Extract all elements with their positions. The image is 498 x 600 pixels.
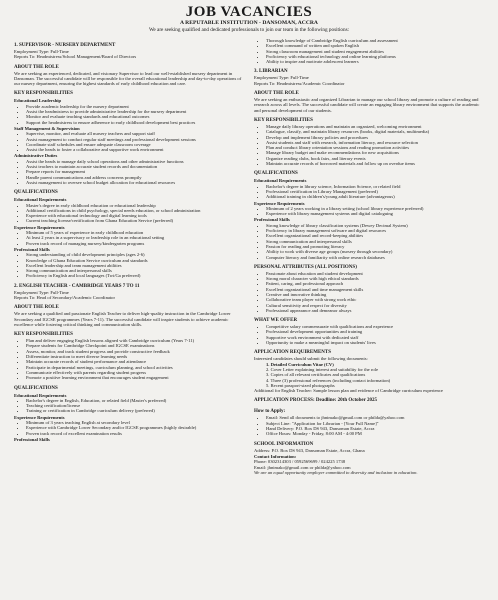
job3-prof-heading: Professional Skills: [254, 217, 290, 223]
list-item: • Thorough knowledge of Cambridge English curriculum and assessment: [266, 38, 484, 43]
list-item: • Ability to work with diverse age groups (nursery through secondary): [266, 249, 484, 254]
how-to-apply-heading: How to Apply:: [254, 409, 286, 415]
job3-title: 3. LIBRARIAN: [254, 69, 288, 75]
job3-reports: Reports To: Headmistress/Academic Coordinator: [254, 80, 345, 86]
list-item: • Assist management to oversee school budget allocation for educational resources: [26, 180, 244, 185]
job1-admin-heading: Administrative Duties: [14, 153, 58, 159]
job2-type: Employment Type: Full-Time: [14, 289, 69, 295]
list-item: • Competitive salary commensurate with qualifications and experience: [266, 324, 484, 329]
job3-prof-list: [254, 223, 484, 260]
list-item: 5. Recent passport-sized photographs: [266, 382, 335, 388]
job3-about-heading: ABOUT THE ROLE: [254, 91, 299, 97]
intro-text: We are seeking qualified and dedicated professionals to join our team in the following positions:: [148, 27, 350, 33]
job1-staff-heading: Staff Management & Supervision: [14, 125, 80, 131]
job2-edreq-heading: Educational Requirements: [14, 392, 67, 398]
list-item: • Proven track record of excellent examination results: [26, 431, 244, 436]
job2-edreq-list: [14, 398, 244, 414]
equal-opportunity-note: We are an equal opportunity employer committed to diversity and inclusion in education.: [254, 469, 418, 475]
job1-edreq-heading: Educational Requirements: [14, 197, 67, 203]
list-item: • Teaching certification/license: [26, 403, 244, 408]
offer-heading: WHAT WE OFFER: [254, 318, 298, 324]
list-item: • Plan and deliver engaging English lessons aligned with Cambridge curriculum (Years 7-11): [26, 338, 244, 343]
list-item: • Bachelor's degree in English, Education, or related field (Master's preferred): [26, 398, 244, 403]
job1-resp-heading: KEY RESPONSIBILITIES: [14, 91, 73, 97]
list-item: • Bachelor's degree in library science, Information Science, or related field: [266, 184, 484, 189]
list-item: • Assist the heads to manage daily school operations and other administrative functions: [26, 159, 244, 164]
list-item: • Additional certifications in child psychology, special needs education, or school administration: [26, 208, 244, 213]
school-email: Email: jhnimako@gmail.com or philda@yahoo.com: [254, 464, 351, 470]
list-item: • Plan and conduct library orientation sessions and reading promotion activities: [266, 145, 484, 150]
job2-resp-list: [14, 338, 244, 380]
list-item: • Ability to inspire and motivate adolescent learners: [266, 59, 484, 64]
list-item: • Cultural sensitivity and respect for diversity: [266, 303, 484, 308]
job3-edreq-heading: Educational Requirements: [254, 178, 307, 184]
offer-list: [254, 324, 484, 345]
list-item: • Handle parent communications and address concerns promptly: [26, 175, 244, 180]
list-item: • Maintain accurate records of borrowed materials and follow up on overdue items: [266, 161, 484, 166]
job2-resp-heading: KEY RESPONSIBILITIES: [14, 332, 73, 338]
list-item: • Prepare reports for management: [26, 169, 244, 174]
list-item: • At least 2 years in a supervisory or leadership role in an educational setting: [26, 235, 244, 240]
list-item: • Passionate about education and student development: [266, 271, 484, 276]
job3-resp-heading: KEY RESPONSIBILITIES: [254, 117, 313, 123]
list-item: • Email: Send all documents to jhnimako@gmail.com or philda@yahoo.com: [266, 415, 484, 420]
job1-type: Employment Type: Full-Time: [14, 49, 69, 54]
deadline: APPLICATION PROCESS: Deadline: 20th October 2025: [254, 398, 378, 404]
application-intro: Interested candidates should submit the following documents:: [254, 356, 368, 362]
job1-edu-list: [14, 104, 244, 125]
list-item: • Excellent organizational and record-keeping abilities: [266, 233, 484, 238]
list-item: • Differentiate instruction to meet diverse learning needs: [26, 354, 244, 359]
application-list: [254, 362, 484, 388]
list-item: • Training or certification in Cambridge curriculum delivery (preferred): [26, 408, 244, 413]
list-item: • Subject Line: "Application for Librarian - [Your Full Name]": [266, 421, 484, 426]
list-item: • Assist management to conduct regular staff meetings and professional development sessions: [26, 137, 244, 142]
list-item: • Minimum of 2 years working in a library setting (school library experience preferred): [266, 206, 484, 211]
right-column: [254, 38, 484, 475]
list-item: • Strong knowledge of library classification systems (Dewey Decimal System): [266, 223, 484, 228]
list-item: • Knowledge of Ghana Education Service curriculum and standards: [26, 258, 244, 263]
list-item: • Hand Delivery: P.O. Box DS 943, Dansoman Estate, Accra: [266, 426, 484, 431]
list-item: • Maintain accurate records of student performance and attendance: [26, 359, 244, 364]
list-item: • Provide academic leadership for the nursery department: [26, 104, 244, 109]
job1-prof-list: [14, 252, 244, 278]
columns: [14, 38, 484, 475]
list-item: • Additional training in children's/young adult literature (advantageous): [266, 194, 484, 199]
job2-exp-list: [14, 420, 244, 436]
job1-title: 1. SUPERVISOR - NURSERY DEPARTMENT: [14, 43, 116, 48]
job1-about-heading: ABOUT THE ROLE: [14, 64, 59, 70]
list-item: 1. Detailed Curriculum Vitae (CV): [266, 361, 334, 367]
list-item: • Communicate effectively with parents regarding student progress: [26, 370, 244, 375]
list-item: • Proficiency in English and local languages (Twi/Ga preferred): [26, 273, 244, 278]
job2-exp-heading: Experience Requirements: [14, 414, 65, 420]
list-item: • Strong moral character with high ethical standards: [266, 276, 484, 281]
job1-staff-list: [14, 131, 244, 152]
list-item: 4. Three (3) professional references (including contact information): [266, 377, 391, 383]
list-item: • Patient, caring, and professional approach: [266, 281, 484, 286]
list-item: • Experience with educational technology and digital learning tools: [26, 213, 244, 218]
job3-type: Employment Type: Full-Time: [254, 75, 309, 81]
contact-heading: Contact Information:: [254, 453, 297, 459]
job2-reports: Reports To: Head of Secondary/Academic Coordinator: [14, 294, 116, 300]
list-item: • Experience with library management systems and digital cataloguing: [266, 211, 484, 216]
how-to-apply-list: [254, 415, 484, 436]
list-item: • Coordinate staff schedules and ensure adequate classroom coverage: [26, 142, 244, 147]
job2-prof-list-cont: [254, 38, 484, 64]
list-item: • Manage daily library operations and maintain an organized, welcoming environment: [266, 124, 484, 129]
list-item: • Minimum of 3 years teaching English at secondary level: [26, 420, 244, 425]
job2-about: We are seeking a qualified and passionate English Teacher to deliver high-quality instruction in the Cambridge Lower Secondary and IGCSE programmes (Years 7-11). The successful candidate will inspire students to achieve academic excellence while fostering critical thinking and communication skills.: [14, 311, 231, 327]
job1-edreq-list: [14, 203, 244, 224]
list-item: • Proven track record of managing nursery/kindergarten programs: [26, 241, 244, 246]
attributes-list: [254, 271, 484, 313]
job1-exp-list: [14, 230, 244, 246]
list-item: • Participate in departmental meetings, curriculum planning, and school activities: [26, 365, 244, 370]
list-item: • Supportive work environment with dedicated staff: [266, 335, 484, 340]
list-item: • Strong classroom management and student engagement abilities: [266, 49, 484, 54]
list-item: • Excellent leadership and team management abilities: [26, 263, 244, 268]
list-item: • Assist the headmistress to provide administrative leadership for the nursery department: [26, 109, 244, 114]
job1-admin-list: [14, 159, 244, 185]
job3-resp-list: [254, 124, 484, 166]
list-item: • Support the headmistress to ensure adherence to early childhood development best practices: [26, 120, 244, 125]
list-item: • Minimum of 5 years of experience in early childhood education: [26, 230, 244, 235]
job2-title: 2. ENGLISH TEACHER - CAMBRIDGE YEARS 7 TO 11: [14, 283, 140, 289]
list-item: • Professional appearance and demeanor always: [266, 308, 484, 313]
list-item: • Assist the heads to foster a collaborative and supportive work environment: [26, 147, 244, 152]
list-item: • Supervise, monitor, and evaluate all nursery teachers and support staff: [26, 131, 244, 136]
job3-exp-list: [254, 206, 484, 217]
job2-prof-heading: Professional Skills: [14, 436, 50, 442]
list-item: • Proficiency in library management software and digital resources: [266, 228, 484, 233]
job1-edu-heading: Educational Leadership: [14, 98, 62, 104]
list-item: • Strong communication and interpersonal skills: [26, 268, 244, 273]
job3-about: We are seeking an enthusiastic and organized Librarian to manage our school library and promote a culture of reading and research across all levels. The successful candidate will create an engaging library environment that supports the academic and personal development of our students.: [254, 97, 480, 113]
list-item: • Proficiency with educational technology and online learning platforms: [266, 54, 484, 59]
list-item: • Office Hours: Monday - Friday, 8:00 AM - 4:00 PM: [266, 431, 484, 436]
list-item: • Prepare students for Cambridge Checkpoint and IGCSE examinations: [26, 343, 244, 348]
list-item: • Excellent command of written and spoken English: [266, 43, 484, 48]
institution-subtitle: A REPUTABLE INSTITUTION - DANSOMAN, ACCRA: [180, 20, 318, 26]
english-teacher-extra: Additional for English Teacher: Sample lesson plan and evidence of Cambridge curriculum experience: [254, 388, 443, 394]
list-item: • Opportunity to make a meaningful impact on students' lives: [266, 340, 484, 345]
school-address: Address: P.O. Box DS 943, Dansoman Estate, Accra, Ghana: [254, 447, 365, 453]
left-column: [14, 38, 244, 475]
job1-reports: Reports To: Headmistress/School Management/Board of Directors: [14, 54, 137, 60]
job2-about-heading: ABOUT THE ROLE: [14, 305, 59, 311]
job1-exp-heading: Experience Requirements: [14, 224, 65, 230]
list-item: • Excellent organizational and time management skills: [266, 287, 484, 292]
list-item: • Master's degree in early childhood education or educational leadership: [26, 203, 244, 208]
list-item: • Assist students and staff with research, information literacy, and resource selection: [266, 140, 484, 145]
list-item: • Promote a positive learning environment that encourages student engagement: [26, 375, 244, 380]
list-item: • Professional certification in Library Management (preferred): [266, 189, 484, 194]
job3-exp-heading: Experience Requirements: [254, 200, 305, 206]
attributes-heading: PERSONAL ATTRIBUTES (ALL POSITIONS): [254, 264, 357, 270]
list-item: • Passion for reading and promoting literacy: [266, 244, 484, 249]
school-phone: Phone: 0302314303 / 0592569699 / 024225 1738: [254, 459, 346, 465]
list-item: • Current teaching license/certification from Ghana Education Service (preferred): [26, 218, 244, 223]
list-item: • Strong understanding of child development principles (ages 2-6): [26, 252, 244, 257]
list-item: • Manage library budget and make recommendations for new acquisitions: [266, 150, 484, 155]
list-item: 3. Copies of all relevant certificates and qualifications: [266, 372, 366, 378]
job3-edreq-list: [254, 184, 484, 200]
list-item: • Catalogue, classify, and maintain library resources (books, digital materials, multimedia): [266, 129, 484, 134]
list-item: • Strong communication and interpersonal skills: [266, 239, 484, 244]
list-item: • Creative and innovative thinking: [266, 292, 484, 297]
list-item: • Organize reading clubs, book fairs, and literary events: [266, 156, 484, 161]
header: [14, 4, 484, 34]
job1-qual-heading: QUALIFICATIONS: [14, 190, 58, 196]
job1-prof-heading: Professional Skills: [14, 246, 50, 252]
job2-qual-heading: QUALIFICATIONS: [14, 385, 58, 391]
list-item: • Collaborative team player with strong work ethic: [266, 297, 484, 302]
school-info-heading: SCHOOL INFORMATION: [254, 441, 314, 447]
list-item: 2. Cover Letter explaining interest and suitability for the role: [266, 366, 379, 372]
list-item: • Assist teachers to maintain accurate student records and documentation: [26, 164, 244, 169]
list-item: • Assess, monitor, and track student progress and provide constructive feedback: [26, 349, 244, 354]
job1-about: We are seeking an experienced, dedicated, and visionary Supervisor to lead our well-established nursery department in Dansoman. The successful candidate will be responsible for the overall educational leadership and day-to-day operations of our nursery department, ensuring the highest standards of early childhood education and care.: [14, 70, 242, 87]
list-item: • Computer literacy and familiarity with online research databases: [266, 255, 484, 260]
list-item: • Monitor and evaluate teaching standards and educational outcomes: [26, 114, 244, 119]
page-title: JOB VACANCIES: [185, 4, 313, 20]
list-item: • Develop and implement library policies and procedures: [266, 135, 484, 140]
application-heading: APPLICATION REQUIREMENTS: [254, 350, 331, 356]
list-item: • Experience with Cambridge Lower Secondary and/or IGCSE programmes (highly desirable): [26, 425, 244, 430]
job3-qual-heading: QUALIFICATIONS: [254, 171, 298, 177]
list-item: • Professional development opportunities and training: [266, 329, 484, 334]
